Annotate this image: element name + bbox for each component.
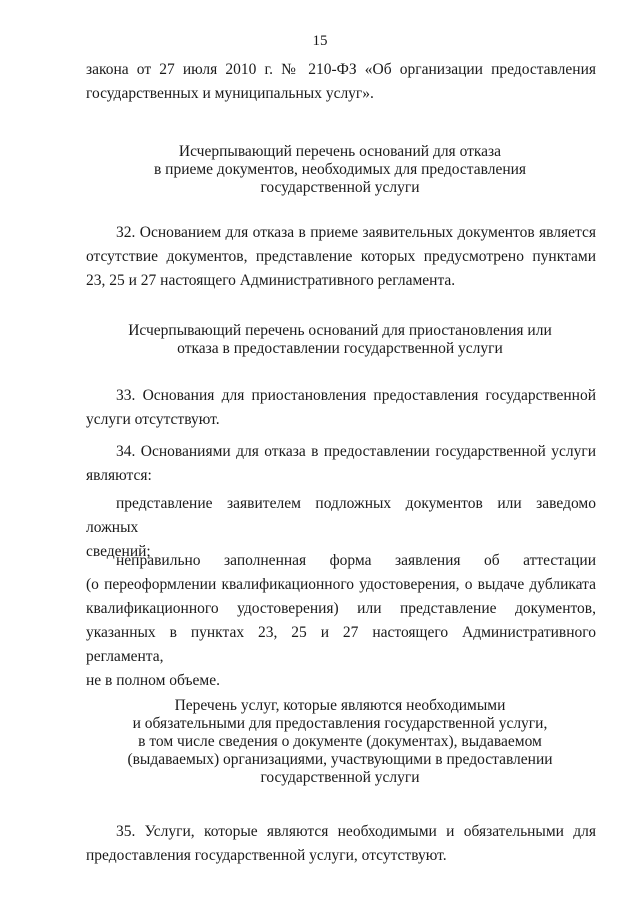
text-line: представление заявителем подложных документов или заведомо ложных <box>86 495 596 536</box>
text-line: 33. Основания для приостановления предоставления государственной <box>116 387 596 404</box>
heading-line: Исчерпывающий перечень оснований для отказа <box>178 143 502 160</box>
section-heading-required-services <box>80 697 600 787</box>
heading-line: государственной услуги <box>260 769 420 786</box>
section-heading-refusal-acceptance <box>80 143 600 197</box>
text-line: 34. Основаниями для отказа в предоставлении государственной услуги <box>116 443 596 460</box>
heading-line: Перечень услуг, которые являются необходимыми <box>174 697 506 714</box>
paragraph-34-item-b <box>86 549 596 693</box>
intro-paragraph <box>86 58 596 106</box>
page-number: 15 <box>312 33 328 49</box>
paragraph-32 <box>86 221 596 293</box>
text-line: (о переоформлении квалификационного удостоверения, о выдаче дубликата <box>86 576 596 593</box>
text-line: сведений; <box>86 543 151 560</box>
heading-line: государственной услуги <box>260 179 420 196</box>
heading-line: в приеме документов, необходимых для предоставления <box>153 161 527 178</box>
text-line: государственных и муниципальных услуг». <box>86 85 374 102</box>
text-line: услуги отсутствуют. <box>86 411 220 428</box>
text-line: квалификационного удостоверения) или представление документов, <box>86 600 596 617</box>
text-line: отсутствие документов, представление которых предусмотрено пунктами <box>86 248 596 265</box>
text-line: указанных в пунктах 23, 25 и 27 настоящего Административного регламента, <box>86 624 596 665</box>
text-line: не в полном объеме. <box>86 672 220 689</box>
text-line: являются: <box>86 467 152 484</box>
text-line: 23, 25 и 27 настоящего Административного регламента. <box>86 272 456 289</box>
heading-line: в том числе сведения о документе (документах), выдаваемом <box>138 733 542 750</box>
heading-line: и обязательными для предоставления государственной услуги, <box>132 715 548 732</box>
heading-line: Исчерпывающий перечень оснований для приостановления или <box>128 322 552 339</box>
text-line: 32. Основанием для отказа в приеме заявительных документов является <box>116 224 596 241</box>
heading-line: отказа в предоставлении государственной услуги <box>177 340 503 357</box>
paragraph-33 <box>86 384 596 432</box>
text-line: 35. Услуги, которые являются необходимыми и обязательными для <box>116 823 596 840</box>
text-line: предоставления государственной услуги, отсутствуют. <box>86 847 447 864</box>
section-heading-suspension-refusal <box>80 322 600 358</box>
paragraph-35 <box>86 820 596 868</box>
text-line: неправильно заполненная форма заявления об аттестации <box>116 552 596 569</box>
paragraph-34 <box>86 440 596 488</box>
heading-line: (выдаваемых) организациями, участвующими в предоставлении <box>127 751 553 768</box>
text-line: закона от 27 июля 2010 г. № 210-ФЗ «Об организации предоставления <box>86 61 596 78</box>
